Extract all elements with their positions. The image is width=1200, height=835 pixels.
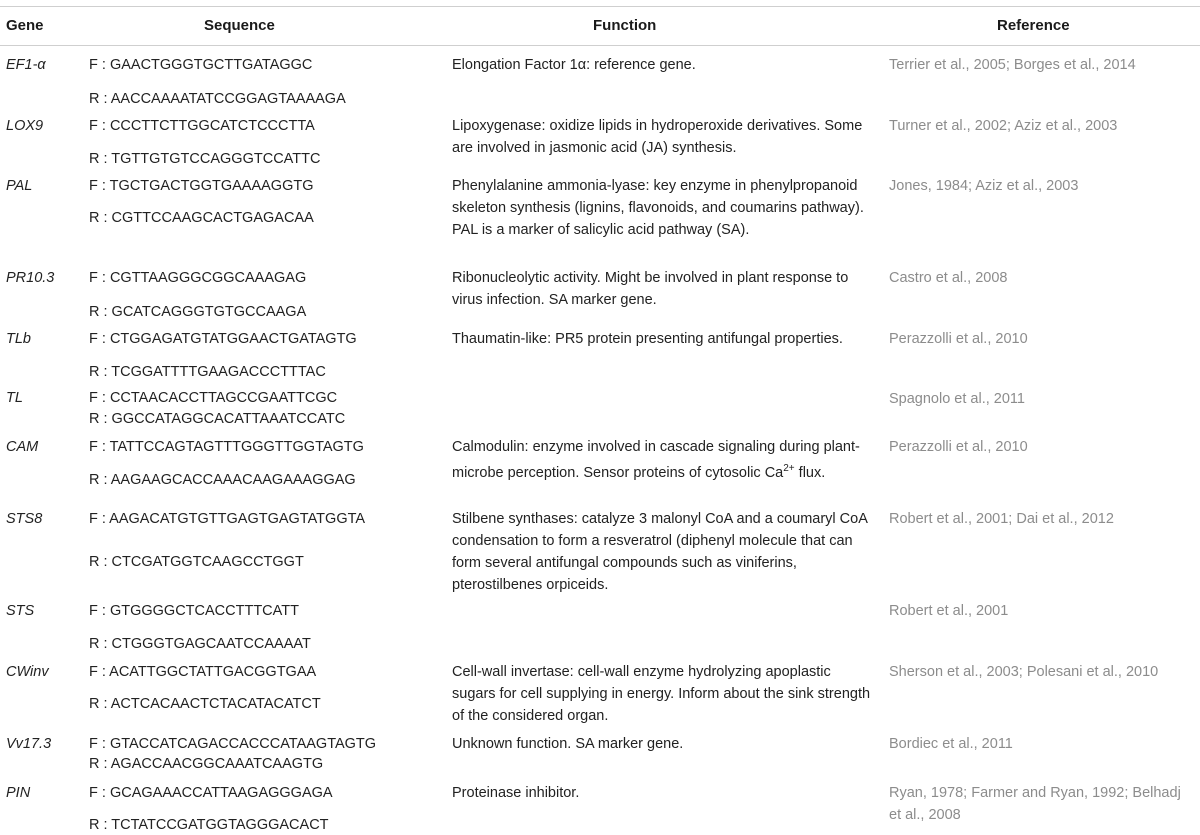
reverse-primer: R : GGCCATAGGCACATTAAATCCATC (89, 411, 346, 427)
gene-reference: Bordiec et al., 2011 (889, 736, 1013, 752)
forward-primer: F : GAACTGGGTGCTTGATAGGC (89, 57, 313, 73)
header-reference: Reference (997, 17, 1070, 34)
gene-reference: Robert et al., 2001 (889, 603, 1009, 619)
forward-primer: F : AAGACATGTGTTGAGTGAGTATGGTA (89, 511, 366, 527)
gene-reference: Castro et al., 2008 (889, 270, 1008, 286)
gene-name: CWinv (6, 664, 49, 680)
gene-function: Proteinase inhibitor. (452, 785, 580, 801)
gene-reference: Terrier et al., 2005; Borges et al., 2014 (889, 57, 1136, 73)
reverse-primer: R : AGACCAACGGCAAATCAAGTG (89, 756, 324, 772)
reverse-primer: R : GCATCAGGGTGTGCCAAGA (89, 304, 307, 320)
gene-reference: Ryan, 1978; Farmer and Ryan, 1992; Belhadj et al., 2008 (889, 785, 1181, 823)
forward-primer: F : TATTCCAGTAGTTTGGGTTGGTAGTG (89, 439, 364, 455)
reverse-primer: R : TCGGATTTTGAAGACCCTTTAC (89, 364, 326, 380)
reverse-primer: R : CGTTCCAAGCACTGAGACAA (89, 210, 314, 226)
gene-function: Stilbene synthases: catalyze 3 malonyl CoA and a coumaryl CoA condensation to form a resveratrol (diphenyl molecule that can form several antifungal compounds such as viniferins, pterostilbenes orpiceids. (452, 511, 868, 593)
reverse-primer: R : TCTATCCGATGGTAGGGACACT (89, 817, 329, 833)
gene-name: PAL (6, 178, 33, 194)
reverse-primer: R : TGTTGTGTCCAGGGTCCATTC (89, 151, 321, 167)
gene-reference: Perazzolli et al., 2010 (889, 439, 1028, 455)
reverse-primer: R : AAGAAGCACCAAACAAGAAAGGAG (89, 472, 356, 488)
table-header-rule (0, 45, 1200, 46)
forward-primer: F : ACATTGGCTATTGACGGTGAA (89, 664, 317, 680)
gene-name: Vv17.3 (6, 736, 52, 752)
gene-reference: Turner et al., 2002; Aziz et al., 2003 (889, 118, 1118, 134)
header-gene: Gene (6, 17, 44, 34)
gene-name: TLb (6, 331, 31, 347)
gene-function: Ribonucleolytic activity. Might be involved in plant response to virus infection. SA marker gene. (452, 270, 849, 308)
forward-primer: F : CGTTAAGGGCGGCAAAGAG (89, 270, 307, 286)
gene-name: CAM (6, 439, 39, 455)
gene-name: EF1-α (6, 57, 46, 73)
gene-function: Lipoxygenase: oxidize lipids in hydroperoxide derivatives. Some are involved in jasmonic acid (JA) synthesis. (452, 118, 863, 156)
gene-name: STS (6, 603, 35, 619)
forward-primer: F : TGCTGACTGGTGAAAAGGTG (89, 178, 314, 194)
gene-name: TL (6, 390, 23, 406)
reverse-primer: R : CTCGATGGTCAAGCCTGGT (89, 554, 304, 570)
gene-reference: Spagnolo et al., 2011 (889, 391, 1025, 407)
forward-primer: F : GCAGAAACCATTAAGAGGGAGA (89, 785, 333, 801)
forward-primer: F : GTGGGGCTCACCTTTCATT (89, 603, 299, 619)
gene-function: Elongation Factor 1α: reference gene. (452, 57, 696, 73)
gene-function: Phenylalanine ammonia-lyase: key enzyme in phenylpropanoid skeleton synthesis (lignins, flavonoids, and coumarins pathway). PAL is a marker of salicylic acid pathway (SA). (452, 178, 864, 238)
function-superscript: 2+ (783, 463, 795, 474)
gene-function: Thaumatin-like: PR5 protein presenting antifungal properties. (452, 331, 843, 347)
forward-primer: F : CCTAACACCTTAGCCGAATTCGC (89, 390, 338, 406)
gene-reference: Sherson et al., 2003; Polesani et al., 2010 (889, 664, 1159, 680)
header-function: Function (593, 17, 657, 34)
reverse-primer: R : CTGGGTGAGCAATCCAAAAT (89, 636, 311, 652)
function-text: Calmodulin: enzyme involved in cascade signaling during plant-microbe perception. Sensor proteins of cytosolic Ca (452, 439, 860, 481)
forward-primer: F : GTACCATCAGACCACCCATAAGTAGTG (89, 736, 377, 752)
reverse-primer: R : ACTCACAACTCTACATACATCT (89, 696, 321, 712)
gene-name: STS8 (6, 511, 43, 527)
gene-function (452, 436, 862, 484)
table-top-rule (0, 6, 1200, 7)
gene-function: Cell-wall invertase: cell-wall enzyme hydrolyzing apoplastic sugars for cell supplying in energy. Inform about the sink strength of the considered organ. (452, 664, 871, 724)
reverse-primer: R : AACCAAAATATCCGGAGTAAAAGA (89, 91, 346, 107)
gene-reference: Jones, 1984; Aziz et al., 2003 (889, 178, 1079, 194)
gene-reference: Perazzolli et al., 2010 (889, 331, 1028, 347)
gene-reference: Robert et al., 2001; Dai et al., 2012 (889, 511, 1114, 527)
gene-name: PR10.3 (6, 270, 55, 286)
gene-function: Unknown function. SA marker gene. (452, 736, 684, 752)
gene-name: PIN (6, 785, 31, 801)
forward-primer: F : CCCTTCTTGGCATCTCCCTTA (89, 118, 315, 134)
function-text-end: flux. (794, 464, 826, 481)
header-sequence: Sequence (204, 17, 275, 34)
forward-primer: F : CTGGAGATGTATGGAACTGATAGTG (89, 331, 357, 347)
gene-name: LOX9 (6, 118, 44, 134)
